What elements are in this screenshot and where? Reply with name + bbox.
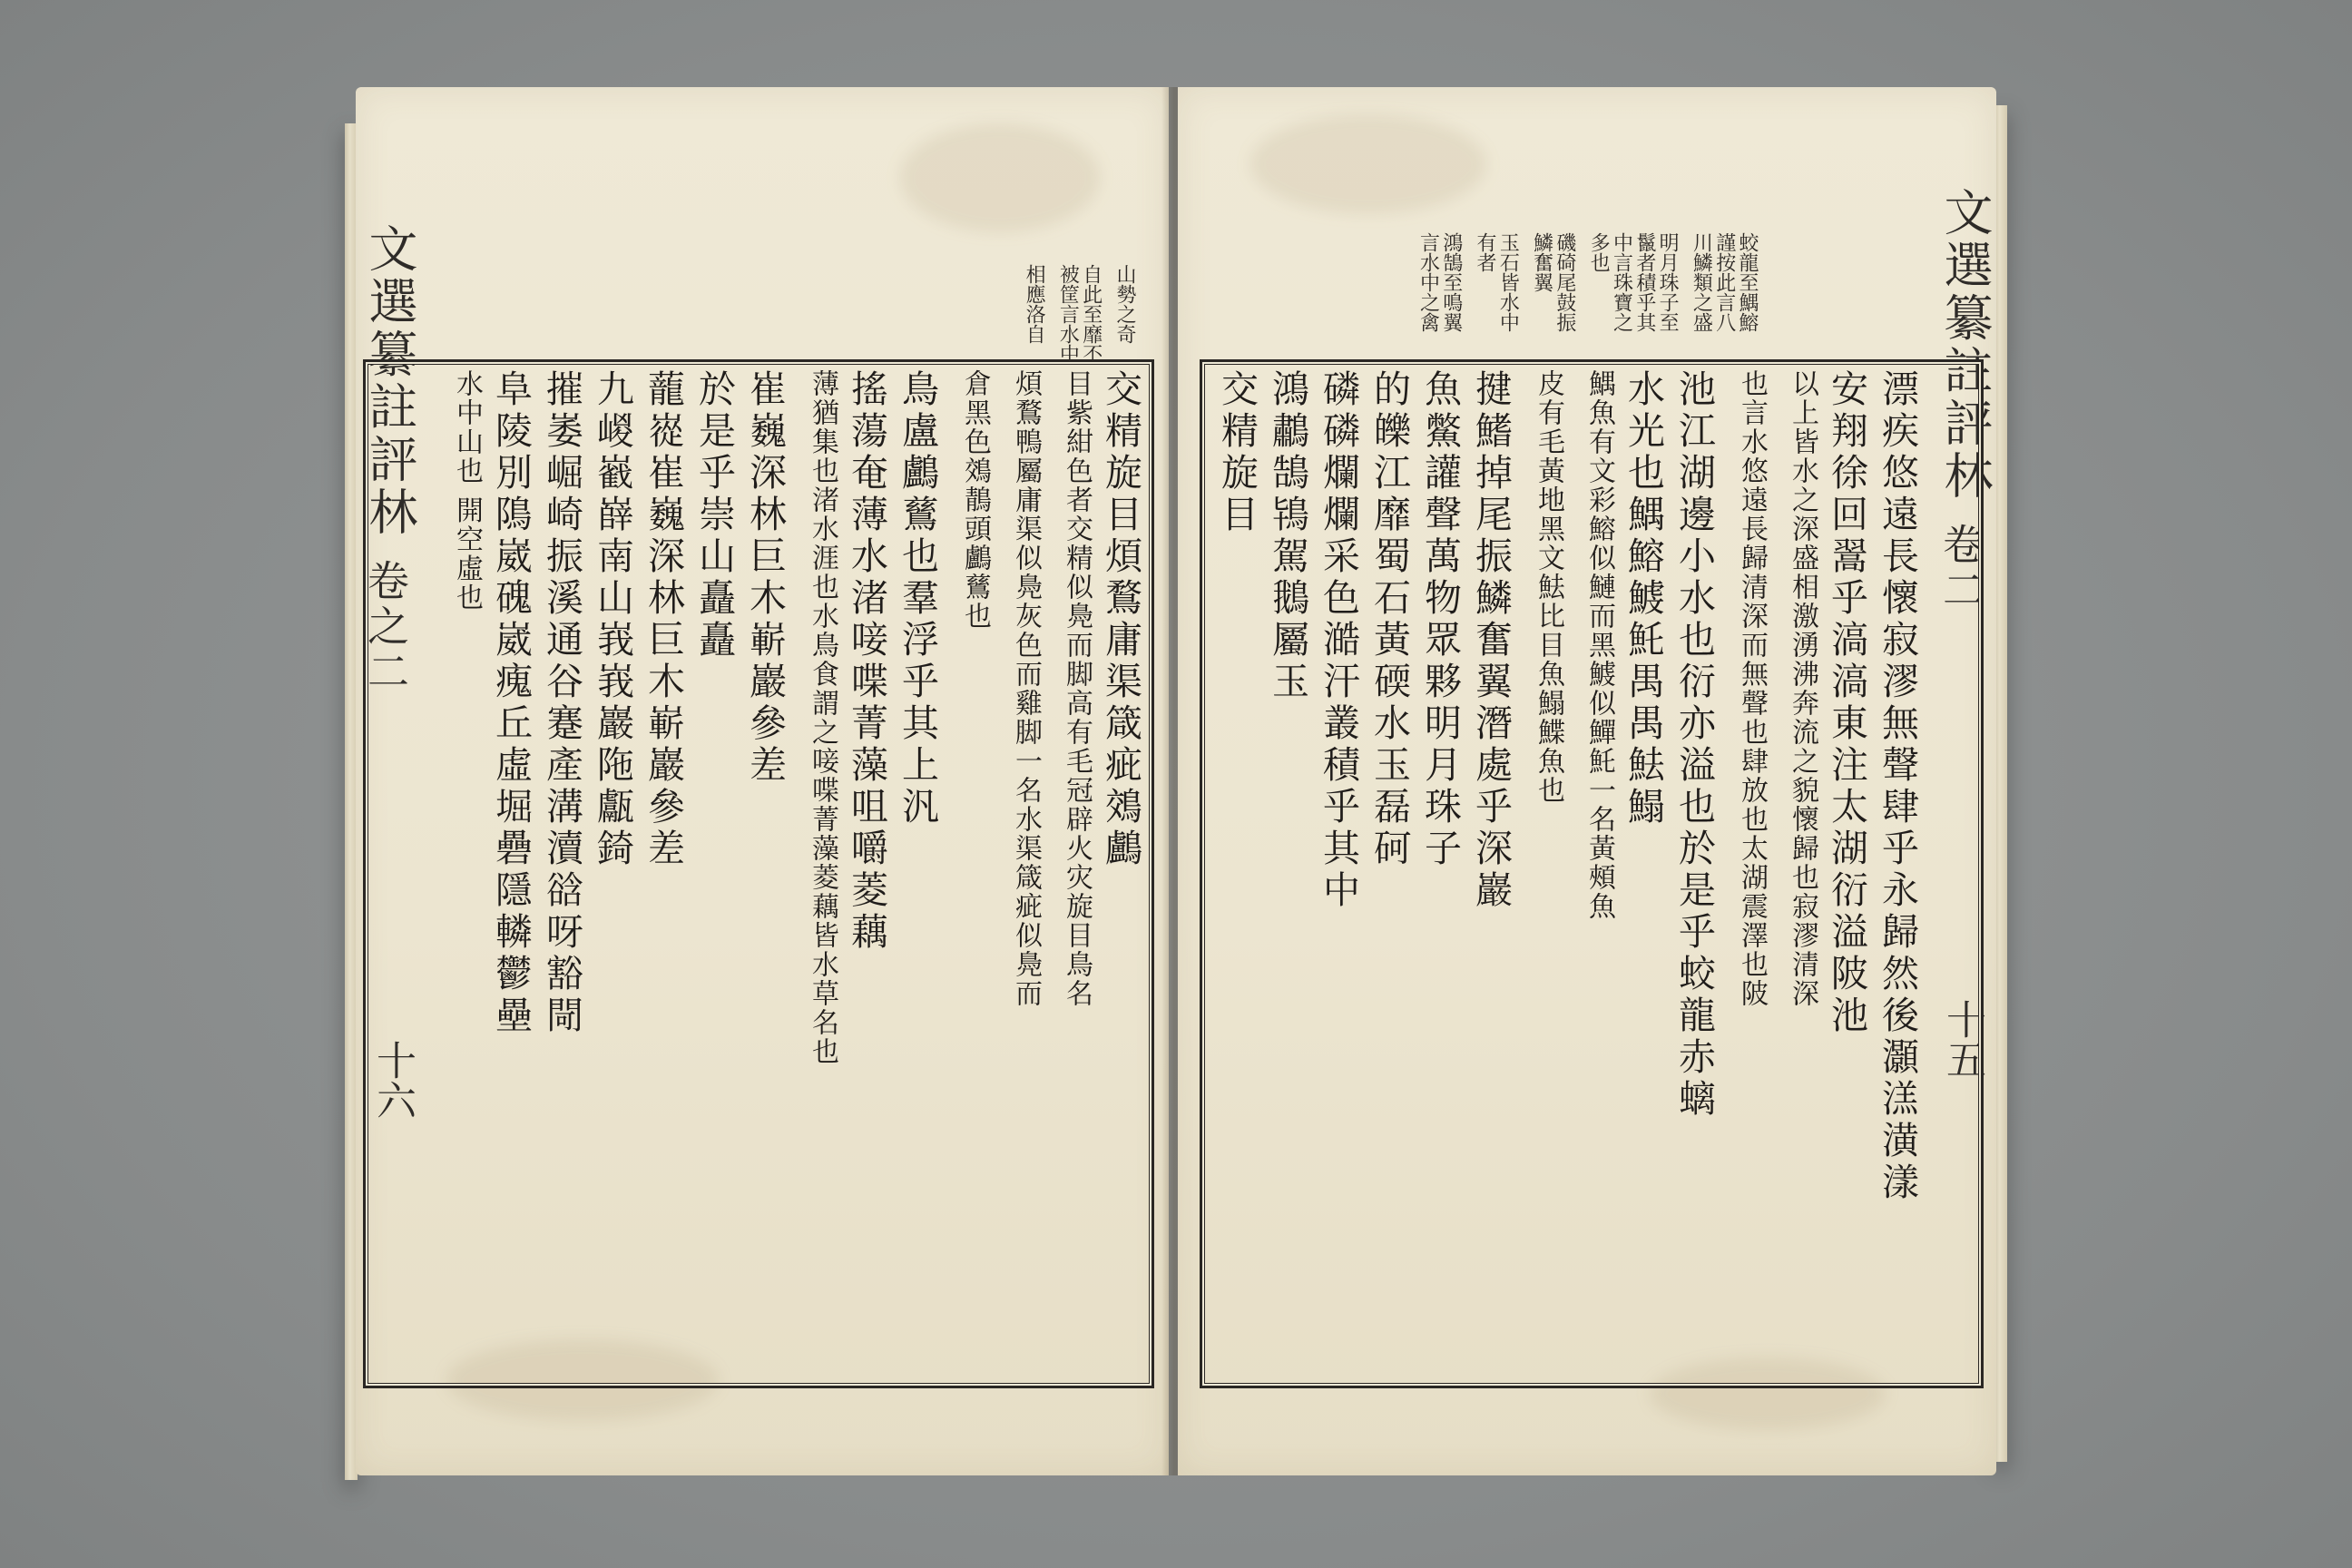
right-text-columns: [1205, 364, 1922, 1378]
text-column: 池江湖邊小水也衍亦溢也於是乎蛟龍赤螭: [1672, 369, 1716, 1121]
text-column: 於是乎崇山矗矗: [692, 369, 736, 662]
text-column: 交精旋目煩鶩庸渠箴疵鵁鸕: [1099, 369, 1142, 870]
left-text-columns: [423, 364, 1145, 1378]
headnote: 明月珠子至鬣者積乎其中言珠寶之多也: [1587, 232, 1680, 332]
right-page-edge: [1994, 105, 2007, 1462]
headnote: 鴻鵠至鳴翼言水中之禽: [1416, 232, 1463, 332]
headnote: 玉石皆水中有者: [1474, 232, 1520, 332]
paper-stain: [900, 123, 1100, 232]
text-column: 以上皆水之深盛相激湧沸奔流之貌懷歸也寂漻清深: [1787, 369, 1818, 1008]
text-column: 水中山也 開空虛也: [451, 369, 483, 612]
text-column: 安翔徐回翯乎滈滈東注太湖衍溢陂池: [1825, 369, 1868, 1037]
text-column: 蘢嵸崔巍深林巨木嶄巖參差: [642, 369, 685, 870]
text-column: 交精旋目: [1215, 369, 1259, 536]
text-column: 皮有毛黃地黑文魼比目魚鰨鰈魚也: [1533, 369, 1564, 805]
left-folio: 十六: [369, 1040, 416, 1120]
text-column: 魚鱉讙聲萬物眾夥明月珠子: [1418, 369, 1462, 870]
text-column: 揵鰭掉尾振鱗奮翼潛處乎深巖: [1469, 369, 1513, 912]
text-column: 的皪江靡蜀石黃碝水玉磊砢: [1367, 369, 1411, 870]
text-column: 漂疾悠遠長懷寂漻無聲肆乎永歸然後灝溔潢漾: [1876, 369, 1919, 1204]
text-column: 薄猶集也渚水涯也水鳥食謂之唼喋菁藻菱藕皆水草名也: [807, 369, 838, 1066]
headnote: 相應洛自: [1023, 264, 1046, 344]
text-column: 阜陵別隝崴磈崴瘣丘虛堀礨隱轔鬱壘: [489, 369, 533, 1037]
left-edge-title: 文選纂註評林: [361, 223, 418, 539]
text-column: 也言水悠遠長歸清深而無聲也肆放也太湖震澤也陂: [1736, 369, 1768, 1008]
text-column: 鰅魚有文彩鰫似鰱而黑鰬似鱓魠一名黃頰魚: [1583, 369, 1615, 921]
left-headnotes: [864, 264, 1136, 364]
headnote: 山勢之奇: [1113, 264, 1136, 344]
right-folio: 十五: [1939, 999, 1985, 1079]
text-column: 鴻鷫鵠鴇駕鵝屬玉: [1266, 369, 1309, 703]
text-column: 搖蕩奄薄水渚唼喋菁藻咀嚼菱藕: [845, 369, 888, 954]
text-column: 九嵕巀嶭南山峩峩巖陁甗錡: [591, 369, 634, 870]
left-page: [356, 87, 1169, 1475]
text-column: 鳥盧鸕鶿也羣浮乎其上汎: [896, 369, 939, 828]
right-headnotes: [1269, 232, 1759, 359]
text-column: 摧崣崛崎振溪通谷蹇產溝瀆谽呀豁閜: [540, 369, 583, 1037]
open-book: [356, 87, 1996, 1489]
headnote: 自此至靡不被筐言水中: [1056, 264, 1102, 364]
text-column: 倉黑色鵁鶄頭鸕鶿也: [959, 369, 991, 631]
left-edge-volume: 卷之二: [361, 559, 410, 695]
text-column: 磷磷爛爛采色澔汗叢積乎其中: [1317, 369, 1360, 912]
paper-stain: [1250, 114, 1486, 214]
right-edge-volume: 卷二: [1936, 523, 1985, 613]
headnote: 磯碕尾鼓振鱗奮翼: [1530, 232, 1576, 332]
right-edge-title: 文選纂註評林: [1936, 187, 1994, 503]
text-column: 目紫紺色者交精似鳧而脚高有毛冠辟火灾旋目鳥名: [1061, 369, 1093, 1008]
text-column: 煩鶩鴨屬庸渠似鳧灰色而雞脚一名水渠箴疵似鳧而: [1010, 369, 1042, 1008]
headnote: 蛟龍至鰅鰫謹按此言八川鱗類之盛: [1690, 232, 1759, 332]
text-column: 水光也鰅鰫鰬魠禺禺魼鰨: [1622, 369, 1665, 828]
text-column: 崔巍深林巨木嶄巖參差: [743, 369, 787, 787]
